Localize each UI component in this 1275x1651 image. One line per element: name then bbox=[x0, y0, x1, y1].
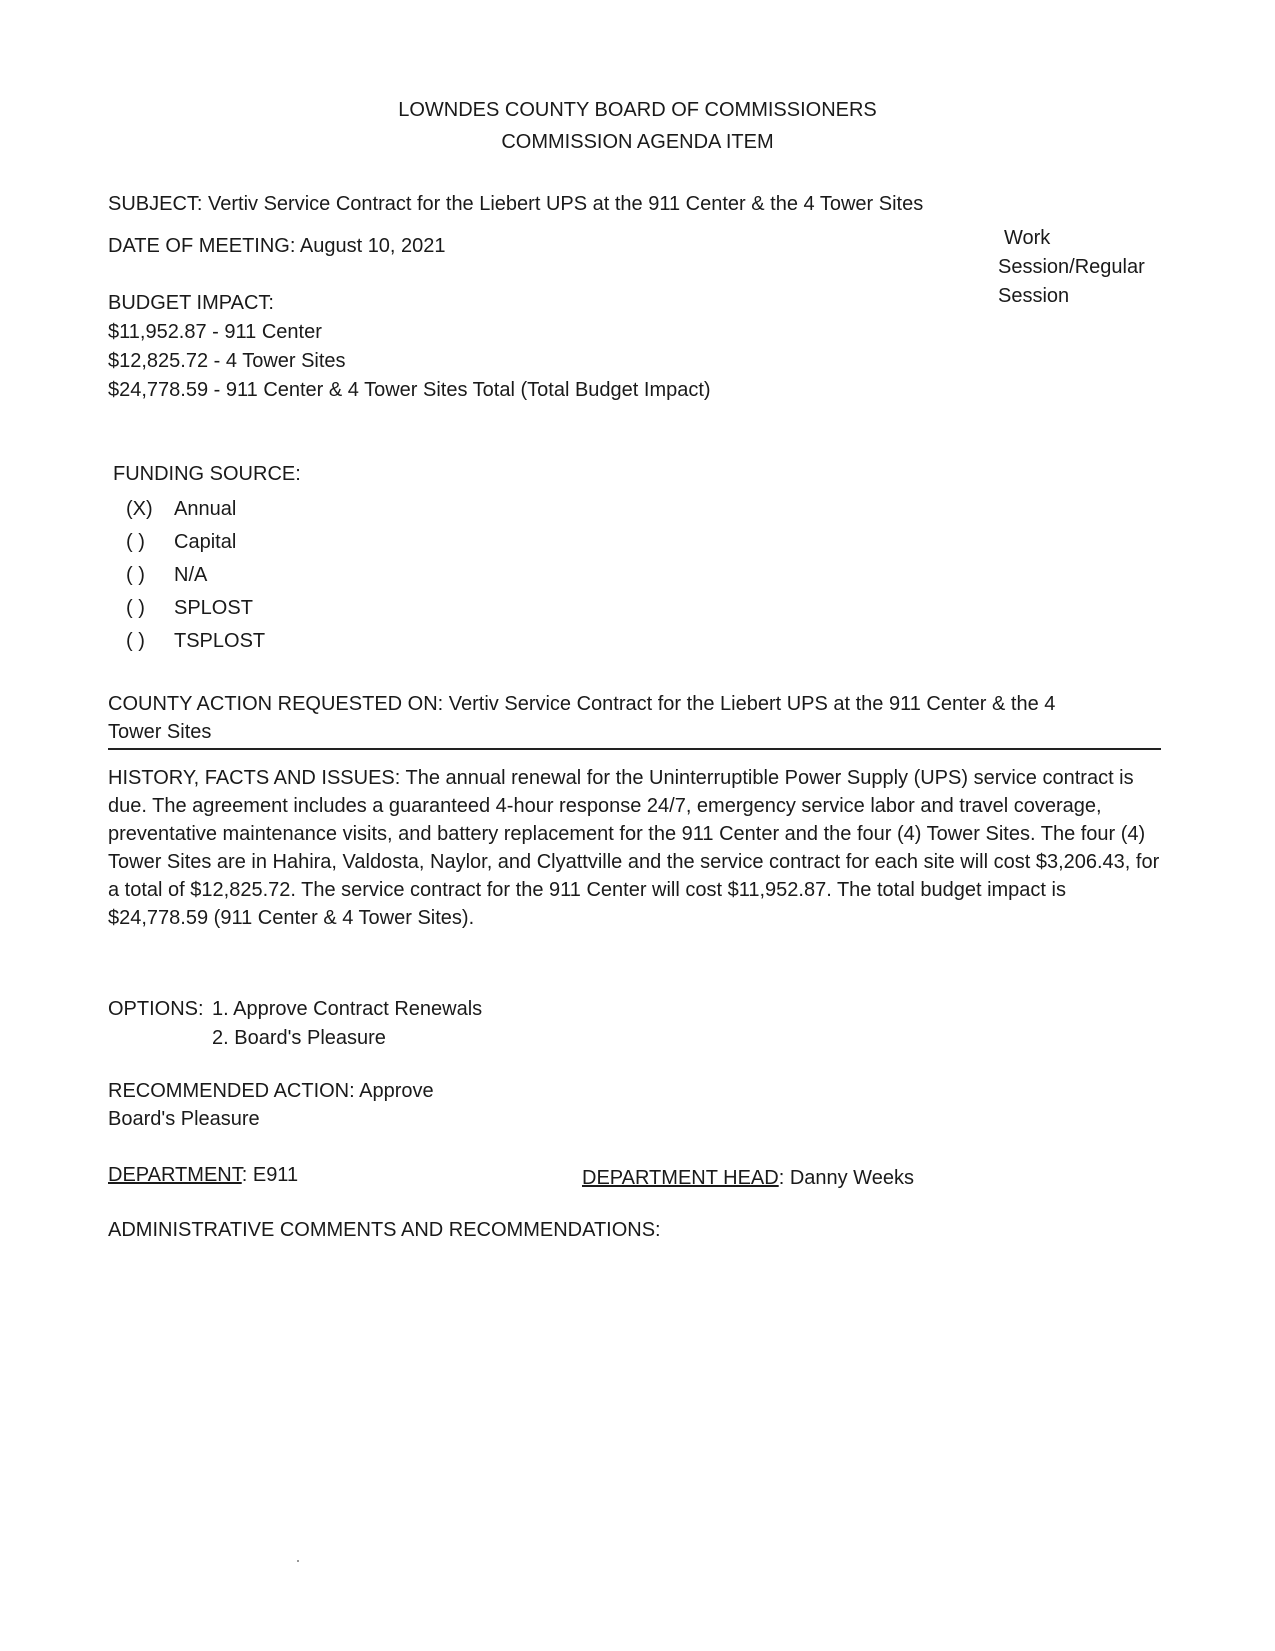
session-type-line3: Session bbox=[998, 285, 1070, 307]
document-subtitle: COMMISSION AGENDA ITEM bbox=[501, 131, 774, 153]
session-type-line1: Work bbox=[1004, 227, 1051, 249]
department-label: DEPARTMENT bbox=[108, 1164, 242, 1186]
department-head-field bbox=[582, 1164, 914, 1192]
funding-option-label: Capital bbox=[174, 531, 237, 553]
budget-line: $12,825.72 - 4 Tower Sites bbox=[108, 350, 346, 372]
budget-line: $11,952.87 - 911 Center bbox=[108, 321, 322, 343]
funding-option-mark: ( ) bbox=[126, 597, 145, 619]
budget-line: $24,778.59 - 911 Center & 4 Tower Sites Total (Total Budget Impact) bbox=[108, 379, 711, 401]
funding-option-mark: (X) bbox=[126, 498, 153, 520]
funding-option bbox=[126, 561, 207, 589]
funding-option bbox=[126, 594, 253, 622]
history-facts-issues: HISTORY, FACTS AND ISSUES: The annual renewal for the Uninterruptible Power Supply (UPS) service contract is due. The agreement includes a guaranteed 4-hour response 24/7, emergency service labor and travel coverage, preventative maintenance visits, and battery replacement for the 911 Center and the four (4) Tower Sites. The four (4) Tower Sites are in Hahira, Valdosta, Naylor, and Clyattville and the service contract for each site will cost $3,206.43, for a total of $12,825.72. The service contract for the 911 Center will cost $11,952.87. The total budget impact is $24,778.59 (911 Center & 4 Tower Sites). bbox=[108, 767, 1160, 929]
funding-option-mark: ( ) bbox=[126, 630, 145, 652]
action-requested-line1: COUNTY ACTION REQUESTED ON: Vertiv Service Contract for the Liebert UPS at the 911 Center & the 4 bbox=[108, 693, 1056, 715]
meeting-date: DATE OF MEETING: August 10, 2021 bbox=[108, 235, 446, 257]
budget-impact-label: BUDGET IMPACT: bbox=[108, 292, 274, 314]
funding-option-label: SPLOST bbox=[174, 597, 253, 619]
department-head-label: DEPARTMENT HEAD bbox=[582, 1167, 779, 1189]
funding-option-label: Annual bbox=[174, 498, 237, 520]
funding-option-label: TSPLOST bbox=[174, 630, 266, 652]
department-field bbox=[108, 1161, 298, 1189]
session-type-line2: Session/Regular bbox=[998, 256, 1145, 278]
funding-option bbox=[126, 495, 236, 523]
action-requested-line2: Tower Sites bbox=[108, 721, 212, 743]
subject-line: SUBJECT: Vertiv Service Contract for the Liebert UPS at the 911 Center & the 4 Tower Sites bbox=[108, 193, 924, 215]
funding-option-label: N/A bbox=[174, 564, 208, 586]
section-divider bbox=[108, 748, 1161, 750]
recommended-action-alt: Board's Pleasure bbox=[108, 1108, 260, 1130]
funding-option bbox=[126, 528, 236, 556]
option-item: 2. Board's Pleasure bbox=[212, 1027, 386, 1049]
administrative-comments-label: ADMINISTRATIVE COMMENTS AND RECOMMENDATIONS: bbox=[108, 1219, 661, 1241]
scan-artifact bbox=[297, 1560, 299, 1562]
funding-option-mark: ( ) bbox=[126, 564, 145, 586]
option-item: 1. Approve Contract Renewals bbox=[212, 998, 483, 1020]
options-label: OPTIONS: bbox=[108, 998, 204, 1020]
funding-option-mark: ( ) bbox=[126, 531, 145, 553]
funding-option bbox=[126, 627, 265, 655]
recommended-action: RECOMMENDED ACTION: Approve bbox=[108, 1080, 434, 1102]
document-title: LOWNDES COUNTY BOARD OF COMMISSIONERS bbox=[398, 99, 877, 121]
department-value: : E911 bbox=[241, 1164, 299, 1186]
funding-source-label: FUNDING SOURCE: bbox=[113, 463, 301, 485]
department-head-value: : Danny Weeks bbox=[778, 1167, 914, 1189]
